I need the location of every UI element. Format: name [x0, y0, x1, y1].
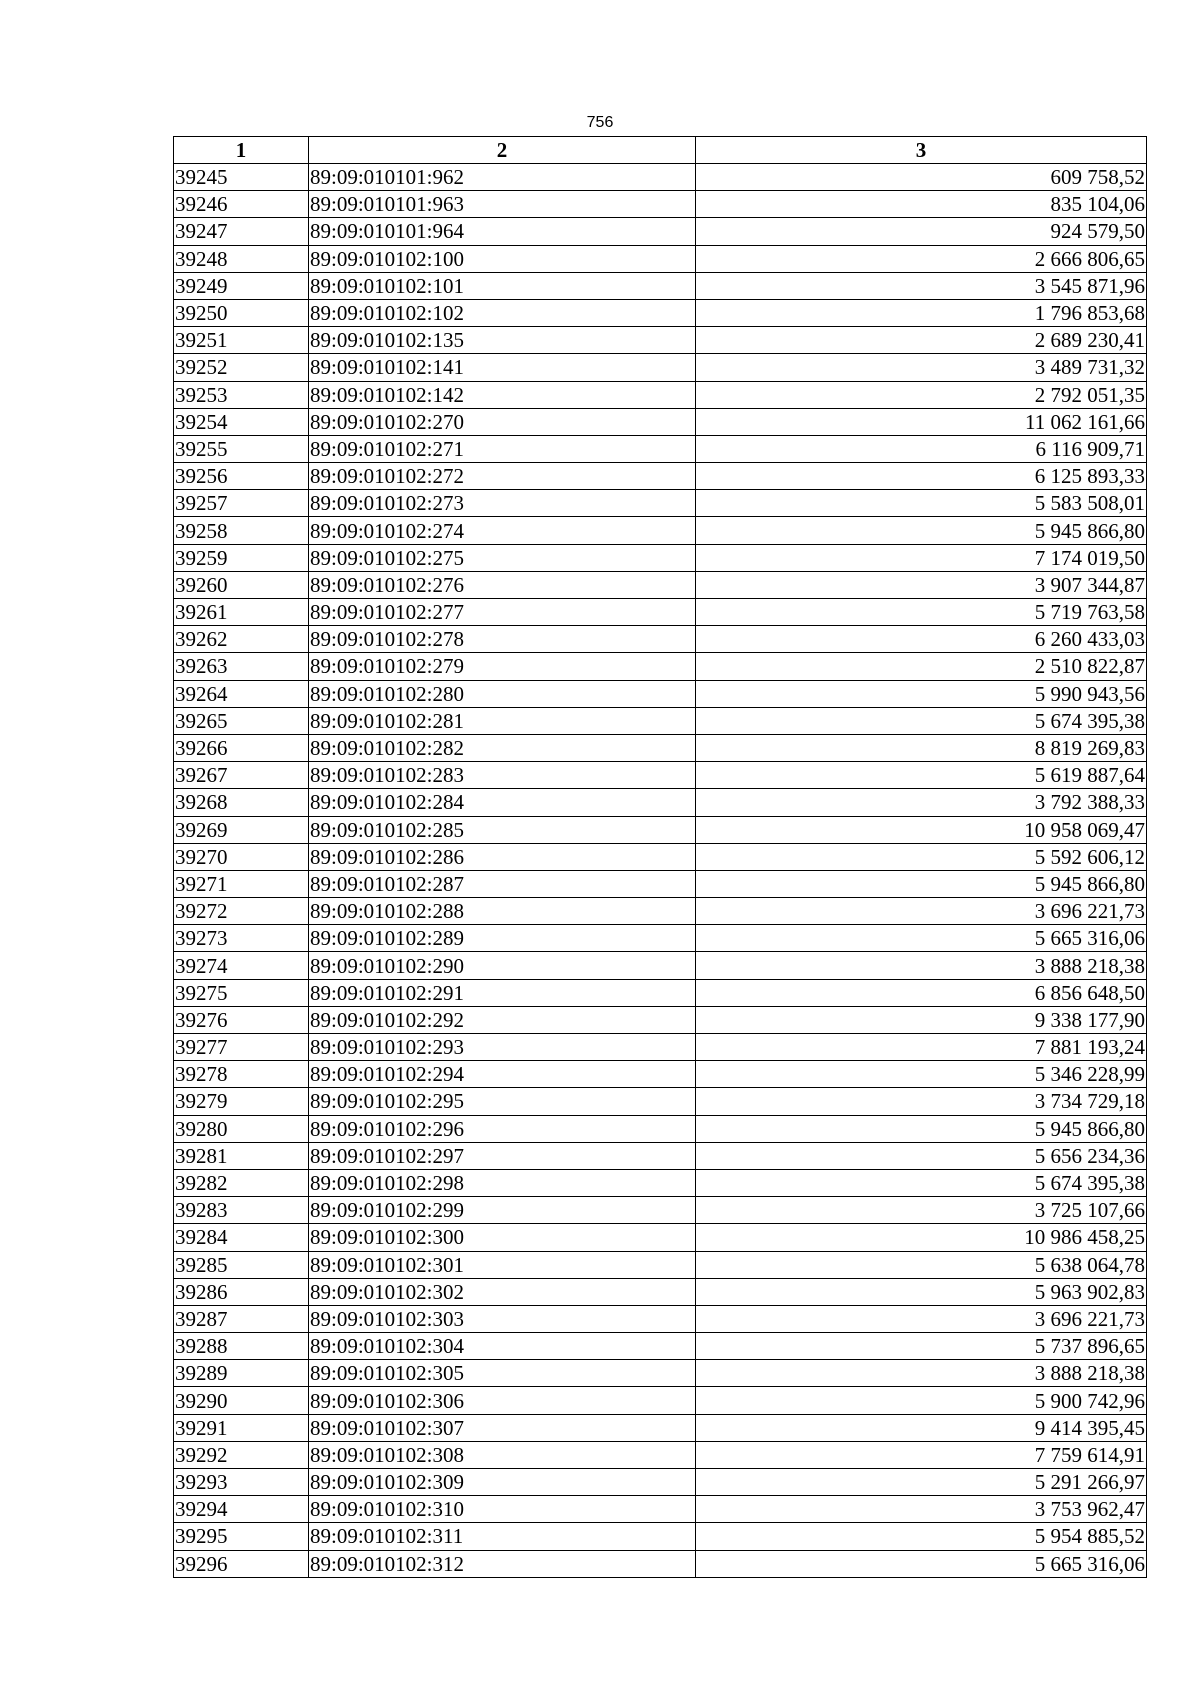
row-number-cell: 39263	[174, 653, 309, 680]
cadastral-number-cell: 89:09:010101:963	[309, 191, 696, 218]
table-row	[174, 680, 1147, 707]
cadastral-number-cell: 89:09:010102:102	[309, 299, 696, 326]
row-number-cell: 39278	[174, 1061, 309, 1088]
row-number-cell: 39261	[174, 599, 309, 626]
table-row	[174, 218, 1147, 245]
value-cell: 7 759 614,91	[696, 1441, 1147, 1468]
value-cell: 5 674 395,38	[696, 707, 1147, 734]
cadastral-number-cell: 89:09:010102:309	[309, 1469, 696, 1496]
cadastral-number-cell: 89:09:010102:280	[309, 680, 696, 707]
table-row	[174, 191, 1147, 218]
value-cell: 3 696 221,73	[696, 1305, 1147, 1332]
table-row	[174, 463, 1147, 490]
table-row	[174, 1088, 1147, 1115]
table-row	[174, 898, 1147, 925]
table-row	[174, 354, 1147, 381]
value-cell: 3 753 962,47	[696, 1496, 1147, 1523]
cadastral-number-cell: 89:09:010102:273	[309, 490, 696, 517]
cadastral-number-cell: 89:09:010102:270	[309, 408, 696, 435]
value-cell: 835 104,06	[696, 191, 1147, 218]
row-number-cell: 39266	[174, 734, 309, 761]
value-cell: 9 338 177,90	[696, 1006, 1147, 1033]
row-number-cell: 39273	[174, 925, 309, 952]
row-number-cell: 39262	[174, 626, 309, 653]
value-cell: 1 796 853,68	[696, 299, 1147, 326]
value-cell: 6 125 893,33	[696, 463, 1147, 490]
row-number-cell: 39252	[174, 354, 309, 381]
row-number-cell: 39275	[174, 979, 309, 1006]
row-number-cell: 39279	[174, 1088, 309, 1115]
value-cell: 8 819 269,83	[696, 734, 1147, 761]
row-number-cell: 39260	[174, 571, 309, 598]
row-number-cell: 39247	[174, 218, 309, 245]
value-cell: 5 963 902,83	[696, 1278, 1147, 1305]
value-cell: 3 545 871,96	[696, 272, 1147, 299]
table-row	[174, 1142, 1147, 1169]
table-row	[174, 299, 1147, 326]
row-number-cell: 39292	[174, 1441, 309, 1468]
cadastral-number-cell: 89:09:010102:296	[309, 1115, 696, 1142]
table-row	[174, 408, 1147, 435]
value-cell: 5 665 316,06	[696, 1550, 1147, 1577]
row-number-cell: 39270	[174, 843, 309, 870]
value-cell: 5 592 606,12	[696, 843, 1147, 870]
row-number-cell: 39283	[174, 1197, 309, 1224]
row-number-cell: 39245	[174, 164, 309, 191]
table-row	[174, 1034, 1147, 1061]
table-row	[174, 164, 1147, 191]
table-row	[174, 1441, 1147, 1468]
value-cell: 609 758,52	[696, 164, 1147, 191]
table-row	[174, 1278, 1147, 1305]
table-row	[174, 1469, 1147, 1496]
row-number-cell: 39290	[174, 1387, 309, 1414]
page-number: 756	[586, 114, 614, 131]
row-number-cell: 39271	[174, 870, 309, 897]
table-row	[174, 327, 1147, 354]
cadastral-number-cell: 89:09:010102:286	[309, 843, 696, 870]
value-cell: 5 719 763,58	[696, 599, 1147, 626]
cadastral-number-cell: 89:09:010102:292	[309, 1006, 696, 1033]
table-row	[174, 816, 1147, 843]
table-row	[174, 1006, 1147, 1033]
row-number-cell: 39250	[174, 299, 309, 326]
cadastral-number-cell: 89:09:010102:304	[309, 1333, 696, 1360]
cadastral-number-cell: 89:09:010102:142	[309, 381, 696, 408]
value-cell: 10 986 458,25	[696, 1224, 1147, 1251]
table-row	[174, 870, 1147, 897]
value-cell: 3 907 344,87	[696, 571, 1147, 598]
value-cell: 7 881 193,24	[696, 1034, 1147, 1061]
cadastral-number-cell: 89:09:010102:101	[309, 272, 696, 299]
value-cell: 6 856 648,50	[696, 979, 1147, 1006]
table-row	[174, 1169, 1147, 1196]
row-number-cell: 39282	[174, 1169, 309, 1196]
row-number-cell: 39248	[174, 245, 309, 272]
row-number-cell: 39253	[174, 381, 309, 408]
cadastral-number-cell: 89:09:010102:287	[309, 870, 696, 897]
table-row	[174, 653, 1147, 680]
cadastral-number-cell: 89:09:010102:277	[309, 599, 696, 626]
table-row	[174, 762, 1147, 789]
cadastral-number-cell: 89:09:010102:295	[309, 1088, 696, 1115]
cadastral-number-cell: 89:09:010101:964	[309, 218, 696, 245]
row-number-cell: 39289	[174, 1360, 309, 1387]
table-row	[174, 272, 1147, 299]
cadastral-number-cell: 89:09:010102:284	[309, 789, 696, 816]
cadastral-number-cell: 89:09:010102:293	[309, 1034, 696, 1061]
cadastral-number-cell: 89:09:010102:141	[309, 354, 696, 381]
row-number-cell: 39296	[174, 1550, 309, 1577]
table-row	[174, 843, 1147, 870]
cadastral-number-cell: 89:09:010102:274	[309, 517, 696, 544]
table-row	[174, 1251, 1147, 1278]
value-cell: 5 900 742,96	[696, 1387, 1147, 1414]
table-row	[174, 490, 1147, 517]
row-number-cell: 39293	[174, 1469, 309, 1496]
header-row	[174, 137, 1147, 164]
value-cell: 5 945 866,80	[696, 1115, 1147, 1142]
table-row	[174, 517, 1147, 544]
cadastral-number-cell: 89:09:010102:311	[309, 1523, 696, 1550]
table-row	[174, 1305, 1147, 1332]
cadastral-number-cell: 89:09:010102:288	[309, 898, 696, 925]
value-cell: 3 725 107,66	[696, 1197, 1147, 1224]
table-row	[174, 789, 1147, 816]
value-cell: 2 792 051,35	[696, 381, 1147, 408]
table-row	[174, 1197, 1147, 1224]
table-row	[174, 734, 1147, 761]
table-row	[174, 925, 1147, 952]
table-row	[174, 1061, 1147, 1088]
row-number-cell: 39280	[174, 1115, 309, 1142]
column-header-3: 3	[696, 137, 1147, 164]
row-number-cell: 39269	[174, 816, 309, 843]
cadastral-number-cell: 89:09:010102:303	[309, 1305, 696, 1332]
row-number-cell: 39246	[174, 191, 309, 218]
table-row	[174, 1360, 1147, 1387]
value-cell: 6 116 909,71	[696, 435, 1147, 462]
cadastral-number-cell: 89:09:010102:279	[309, 653, 696, 680]
row-number-cell: 39257	[174, 490, 309, 517]
table-row	[174, 1496, 1147, 1523]
row-number-cell: 39259	[174, 544, 309, 571]
cadastral-number-cell: 89:09:010102:301	[309, 1251, 696, 1278]
value-cell: 3 734 729,18	[696, 1088, 1147, 1115]
row-number-cell: 39251	[174, 327, 309, 354]
cadastral-number-cell: 89:09:010102:291	[309, 979, 696, 1006]
value-cell: 3 696 221,73	[696, 898, 1147, 925]
row-number-cell: 39254	[174, 408, 309, 435]
table-body	[174, 164, 1147, 1578]
cadastral-number-cell: 89:09:010102:285	[309, 816, 696, 843]
cadastral-number-cell: 89:09:010102:282	[309, 734, 696, 761]
value-cell: 11 062 161,66	[696, 408, 1147, 435]
row-number-cell: 39286	[174, 1278, 309, 1305]
cadastral-number-cell: 89:09:010102:283	[309, 762, 696, 789]
row-number-cell: 39264	[174, 680, 309, 707]
table-row	[174, 707, 1147, 734]
row-number-cell: 39249	[174, 272, 309, 299]
row-number-cell: 39274	[174, 952, 309, 979]
table-row	[174, 435, 1147, 462]
cadastral-number-cell: 89:09:010102:299	[309, 1197, 696, 1224]
row-number-cell: 39287	[174, 1305, 309, 1332]
value-cell: 3 888 218,38	[696, 952, 1147, 979]
row-number-cell: 39276	[174, 1006, 309, 1033]
value-cell: 5 945 866,80	[696, 870, 1147, 897]
value-cell: 2 510 822,87	[696, 653, 1147, 680]
row-number-cell: 39295	[174, 1523, 309, 1550]
cadastral-number-cell: 89:09:010102:294	[309, 1061, 696, 1088]
row-number-cell: 39267	[174, 762, 309, 789]
table-row	[174, 245, 1147, 272]
value-cell: 3 888 218,38	[696, 1360, 1147, 1387]
value-cell: 2 666 806,65	[696, 245, 1147, 272]
row-number-cell: 39288	[174, 1333, 309, 1360]
cadastral-number-cell: 89:09:010102:290	[309, 952, 696, 979]
value-cell: 7 174 019,50	[696, 544, 1147, 571]
cadastral-number-cell: 89:09:010102:278	[309, 626, 696, 653]
value-cell: 10 958 069,47	[696, 816, 1147, 843]
table-row	[174, 1333, 1147, 1360]
table-row	[174, 544, 1147, 571]
value-cell: 5 656 234,36	[696, 1142, 1147, 1169]
value-cell: 5 945 866,80	[696, 517, 1147, 544]
row-number-cell: 39256	[174, 463, 309, 490]
row-number-cell: 39272	[174, 898, 309, 925]
value-cell: 5 583 508,01	[696, 490, 1147, 517]
row-number-cell: 39281	[174, 1142, 309, 1169]
cadastral-number-cell: 89:09:010102:307	[309, 1414, 696, 1441]
value-cell: 5 737 896,65	[696, 1333, 1147, 1360]
table-row	[174, 1387, 1147, 1414]
row-number-cell: 39265	[174, 707, 309, 734]
cadastral-number-cell: 89:09:010102:302	[309, 1278, 696, 1305]
value-cell: 2 689 230,41	[696, 327, 1147, 354]
value-cell: 5 954 885,52	[696, 1523, 1147, 1550]
table-row	[174, 1115, 1147, 1142]
table-row	[174, 979, 1147, 1006]
row-number-cell: 39268	[174, 789, 309, 816]
cadastral-number-cell: 89:09:010102:305	[309, 1360, 696, 1387]
value-cell: 5 638 064,78	[696, 1251, 1147, 1278]
row-number-cell: 39291	[174, 1414, 309, 1441]
value-cell: 5 665 316,06	[696, 925, 1147, 952]
cadastral-number-cell: 89:09:010102:281	[309, 707, 696, 734]
table-row	[174, 1523, 1147, 1550]
cadastral-number-cell: 89:09:010102:312	[309, 1550, 696, 1577]
value-cell: 5 674 395,38	[696, 1169, 1147, 1196]
table-row	[174, 952, 1147, 979]
row-number-cell: 39277	[174, 1034, 309, 1061]
cadastral-number-cell: 89:09:010102:289	[309, 925, 696, 952]
cadastral-number-cell: 89:09:010102:135	[309, 327, 696, 354]
value-cell: 6 260 433,03	[696, 626, 1147, 653]
value-cell: 9 414 395,45	[696, 1414, 1147, 1441]
cadastral-number-cell: 89:09:010102:310	[309, 1496, 696, 1523]
column-header-2: 2	[309, 137, 696, 164]
cadastral-number-cell: 89:09:010102:297	[309, 1142, 696, 1169]
value-cell: 5 346 228,99	[696, 1061, 1147, 1088]
table-row	[174, 626, 1147, 653]
cadastral-number-cell: 89:09:010102:276	[309, 571, 696, 598]
registry-table	[173, 136, 1147, 1578]
cadastral-number-cell: 89:09:010101:962	[309, 164, 696, 191]
cadastral-number-cell: 89:09:010102:272	[309, 463, 696, 490]
value-cell: 5 619 887,64	[696, 762, 1147, 789]
row-number-cell: 39255	[174, 435, 309, 462]
row-number-cell: 39258	[174, 517, 309, 544]
value-cell: 5 291 266,97	[696, 1469, 1147, 1496]
cadastral-number-cell: 89:09:010102:271	[309, 435, 696, 462]
value-cell: 3 792 388,33	[696, 789, 1147, 816]
row-number-cell: 39285	[174, 1251, 309, 1278]
table-row	[174, 1414, 1147, 1441]
value-cell: 5 990 943,56	[696, 680, 1147, 707]
table-row	[174, 571, 1147, 598]
cadastral-number-cell: 89:09:010102:300	[309, 1224, 696, 1251]
row-number-cell: 39284	[174, 1224, 309, 1251]
table-row	[174, 1224, 1147, 1251]
value-cell: 3 489 731,32	[696, 354, 1147, 381]
cadastral-number-cell: 89:09:010102:298	[309, 1169, 696, 1196]
table-row	[174, 1550, 1147, 1577]
value-cell: 924 579,50	[696, 218, 1147, 245]
row-number-cell: 39294	[174, 1496, 309, 1523]
cadastral-number-cell: 89:09:010102:275	[309, 544, 696, 571]
cadastral-number-cell: 89:09:010102:308	[309, 1441, 696, 1468]
cadastral-number-cell: 89:09:010102:306	[309, 1387, 696, 1414]
table-row	[174, 599, 1147, 626]
column-header-1: 1	[174, 137, 309, 164]
table-row	[174, 381, 1147, 408]
cadastral-number-cell: 89:09:010102:100	[309, 245, 696, 272]
